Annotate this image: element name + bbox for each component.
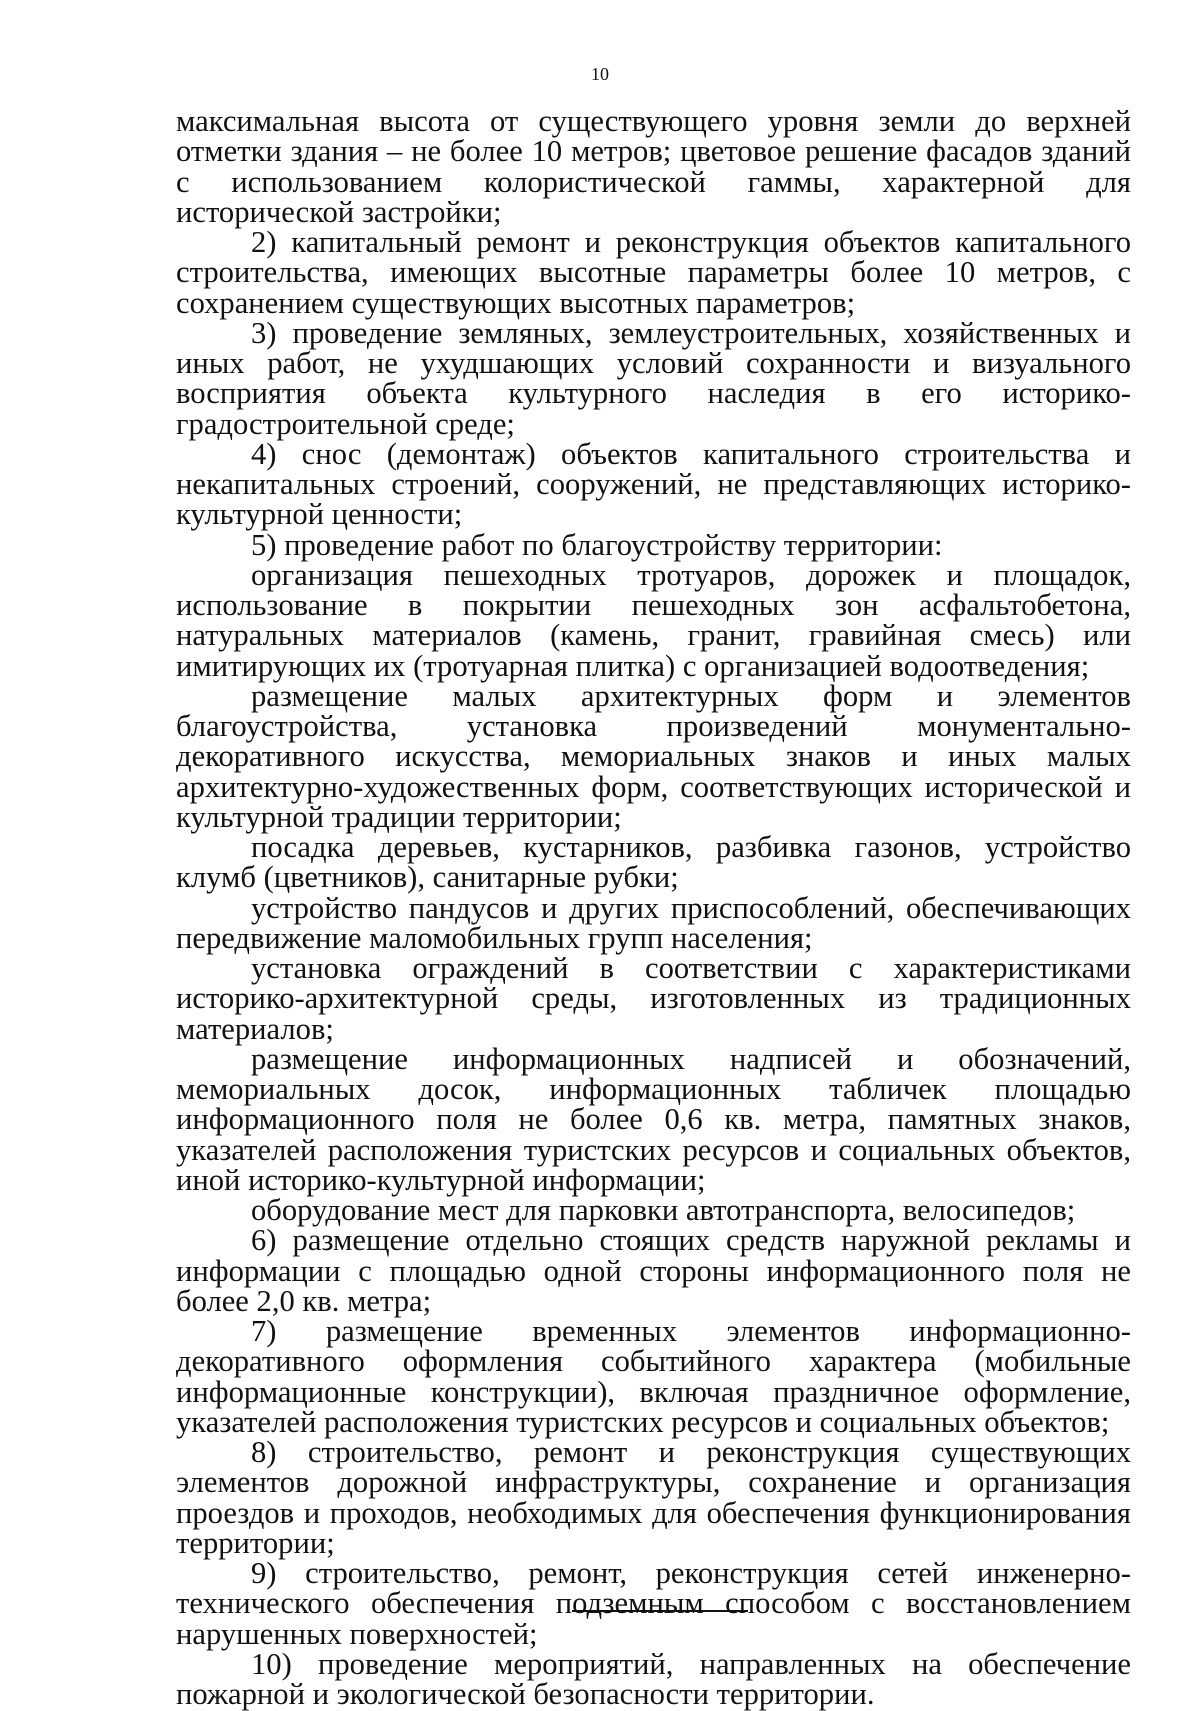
end-of-document-rule [572, 1610, 748, 1612]
paragraph-sub-planting: посадка деревьев, кустарников, разбивка газонов, устройство клумб (цветников), санитарные рубки; [176, 830, 1131, 895]
paragraph-item-7: 7) размещение временных элементов информационно-декоративного оформления событийного характера (мобильные информационные конструкции), включая праздничное оформление, указателей расположения туристских ресурсов и социальных объектов; [176, 1314, 1131, 1439]
paragraph-continuation: максимальная высота от существующего уровня земли до верхней отметки здания – не более 10 метров; цветовое решение фасадов зданий с использованием колористической гаммы, характерной для исторической застройки; [176, 104, 1131, 229]
paragraph-item-6: 6) размещение отдельно стоящих средств наружной рекламы и информации с площадью одной стороны информационного поля не более 2,0 кв. метра; [176, 1223, 1131, 1318]
page-number: 10 [591, 64, 609, 84]
paragraph-item-5: 5) проведение работ по благоустройству территории: [251, 527, 943, 562]
paragraph-item-10: 10) проведение мероприятий, направленных на обеспечение пожарной и экологической безопасности территории. [176, 1646, 1131, 1711]
paragraph-item-2: 2) капитальный ремонт и реконструкция объектов капитального строительства, имеющих высотные параметры более 10 метров, с сохранением существующих высотных параметров; [176, 225, 1131, 320]
paragraph-sub-small-forms: размещение малых архитектурных форм и элементов благоустройства, установка произведений монументально-декоративного искусства, мемориальных знаков и иных малых архитектурно-художественных форм, соответствующих исторической и культурной традиции территории; [176, 678, 1131, 834]
paragraph-sub-parking: оборудование мест для парковки автотранспорта, велосипедов; [251, 1193, 1076, 1227]
paragraph-item-8: 8) строительство, ремонт и реконструкция существующих элементов дорожной инфраструктуры, сохранение и организация проездов и проходов, необходимых для обеспечения функционирования территории; [176, 1435, 1131, 1560]
paragraph-item-4: 4) снос (демонтаж) объектов капитального строительства и некапитальных строений, сооружений, не представляющих историко-культурной ценности; [176, 436, 1131, 532]
document-body [176, 106, 1131, 1709]
paragraph-sub-walkways: организация пешеходных тротуаров, дорожек и площадок, использование в покрытии пешеходных зон асфальтобетона, натуральных материалов (камень, гранит, гравийная смесь) или имитирующих их (тротуарная плитка) с организацией водоотведения; [176, 557, 1131, 683]
paragraph-sub-fences: установка ограждений в соответствии с характеристиками историко-архитектурной среды, изготовленных из традиционных материалов; [176, 951, 1131, 1046]
paragraph-sub-ramps: устройство пандусов и других приспособлений, обеспечивающих передвижение маломобильных групп населения; [176, 890, 1131, 955]
paragraph-item-9: 9) строительство, ремонт, реконструкция сетей инженерно-технического обеспечения подземным способом с восстановлением нарушенных поверхностей; [176, 1556, 1131, 1651]
paragraph-sub-signs: размещение информационных надписей и обозначений, мемориальных досок, информационных табличек площадью информационного поля не более 0,6 кв. метра, памятных знаков, указателей расположения туристских ресурсов и социальных объектов, иной историко-культурной информации; [176, 1041, 1131, 1197]
paragraph-item-3: 3) проведение земляных, землеустроительных, хозяйственных и иных работ, не ухудшающих условий сохранности и визуального восприятия объекта культурного наследия в его историко-градостроительной среде; [176, 315, 1131, 441]
